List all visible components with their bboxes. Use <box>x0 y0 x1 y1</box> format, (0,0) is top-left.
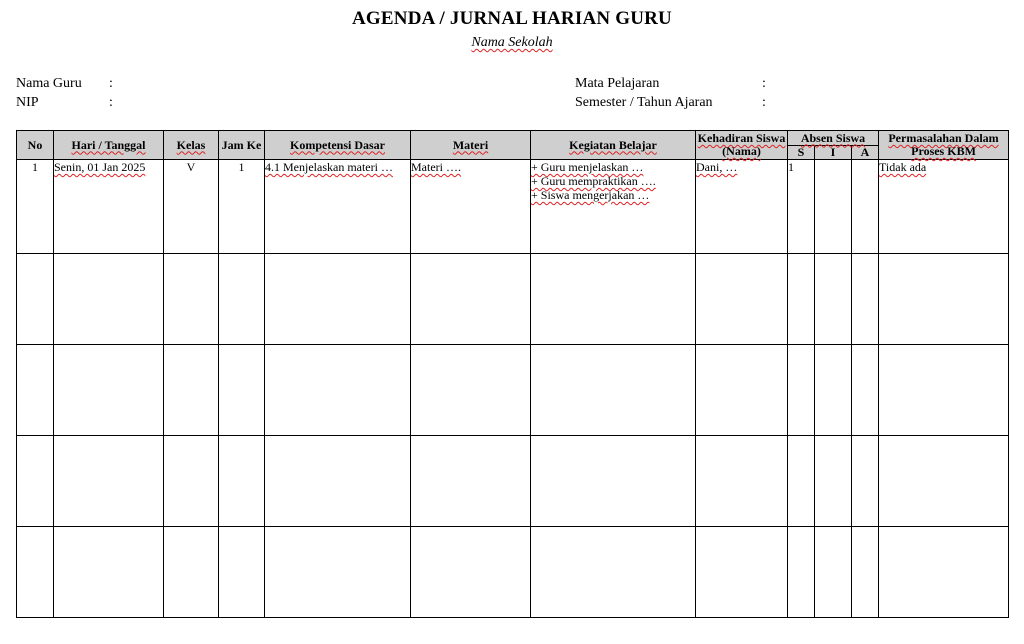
header-row <box>17 131 1009 146</box>
table-row-empty <box>17 254 1009 345</box>
cell-problems: Tidak ada <box>879 160 1009 254</box>
subject-info <box>575 74 875 112</box>
cell-attendance: Dani, … <box>696 160 788 254</box>
table-row <box>17 160 1009 254</box>
nip-label: NIP <box>16 95 39 110</box>
document-title: AGENDA / JURNAL HARIAN GURU <box>352 8 672 29</box>
teacher-name-label: Nama Guru <box>16 76 82 91</box>
table-row-empty <box>17 527 1009 618</box>
header-absence-i: I <box>815 146 852 160</box>
header-absence-a: A <box>852 146 879 160</box>
activity-item: + Guru mempraktikan …. <box>531 174 656 188</box>
table-row-empty <box>17 345 1009 436</box>
activity-item: + Siswa mengerjakan … <box>531 188 650 202</box>
cell-class: V <box>164 160 219 254</box>
teacher-name-row <box>16 74 216 93</box>
activity-item: + Guru menjelaskan … <box>531 160 644 174</box>
header-competency: Kompetensi Dasar <box>265 131 411 160</box>
semester-row <box>575 93 875 112</box>
semester-label: Semester / Tahun Ajaran <box>575 95 713 110</box>
table-row-empty <box>17 436 1009 527</box>
cell-competency: 4.1 Menjelaskan materi … <box>265 160 411 254</box>
header-hour: Jam Ke <box>219 131 265 160</box>
teacher-info <box>16 74 216 112</box>
cell-day-date: Senin, 01 Jan 2025 <box>54 160 164 254</box>
subject-row <box>575 74 875 93</box>
nip-row <box>16 93 216 112</box>
teacher-name-colon: : <box>109 76 113 91</box>
header-problems: Permasalahan Dalam Proses KBM <box>879 131 1009 160</box>
semester-colon: : <box>762 95 766 110</box>
header-material: Materi <box>411 131 531 160</box>
cell-material: Materi …. <box>411 160 531 254</box>
header-absence: Absen Siswa <box>788 131 879 146</box>
header-class: Kelas <box>164 131 219 160</box>
school-name: Nama Sekolah <box>471 35 553 50</box>
subject-colon: : <box>762 76 766 91</box>
cell-absence-a <box>852 160 879 254</box>
header-day-date: Hari / Tanggal <box>54 131 164 160</box>
subject-label: Mata Pelajaran <box>575 76 660 91</box>
cell-absence-i <box>815 160 852 254</box>
nip-colon: : <box>109 95 113 110</box>
cell-activities <box>531 160 696 254</box>
header-absence-s: S <box>788 146 815 160</box>
header-no: No <box>17 131 54 160</box>
cell-absence-s: 1 <box>788 160 815 254</box>
header-attendance: Kehadiran Siswa (Nama) <box>696 131 788 160</box>
cell-no: 1 <box>17 160 54 254</box>
journal-table <box>16 130 1009 618</box>
header-activities: Kegiatan Belajar <box>531 131 696 160</box>
cell-hour: 1 <box>219 160 265 254</box>
